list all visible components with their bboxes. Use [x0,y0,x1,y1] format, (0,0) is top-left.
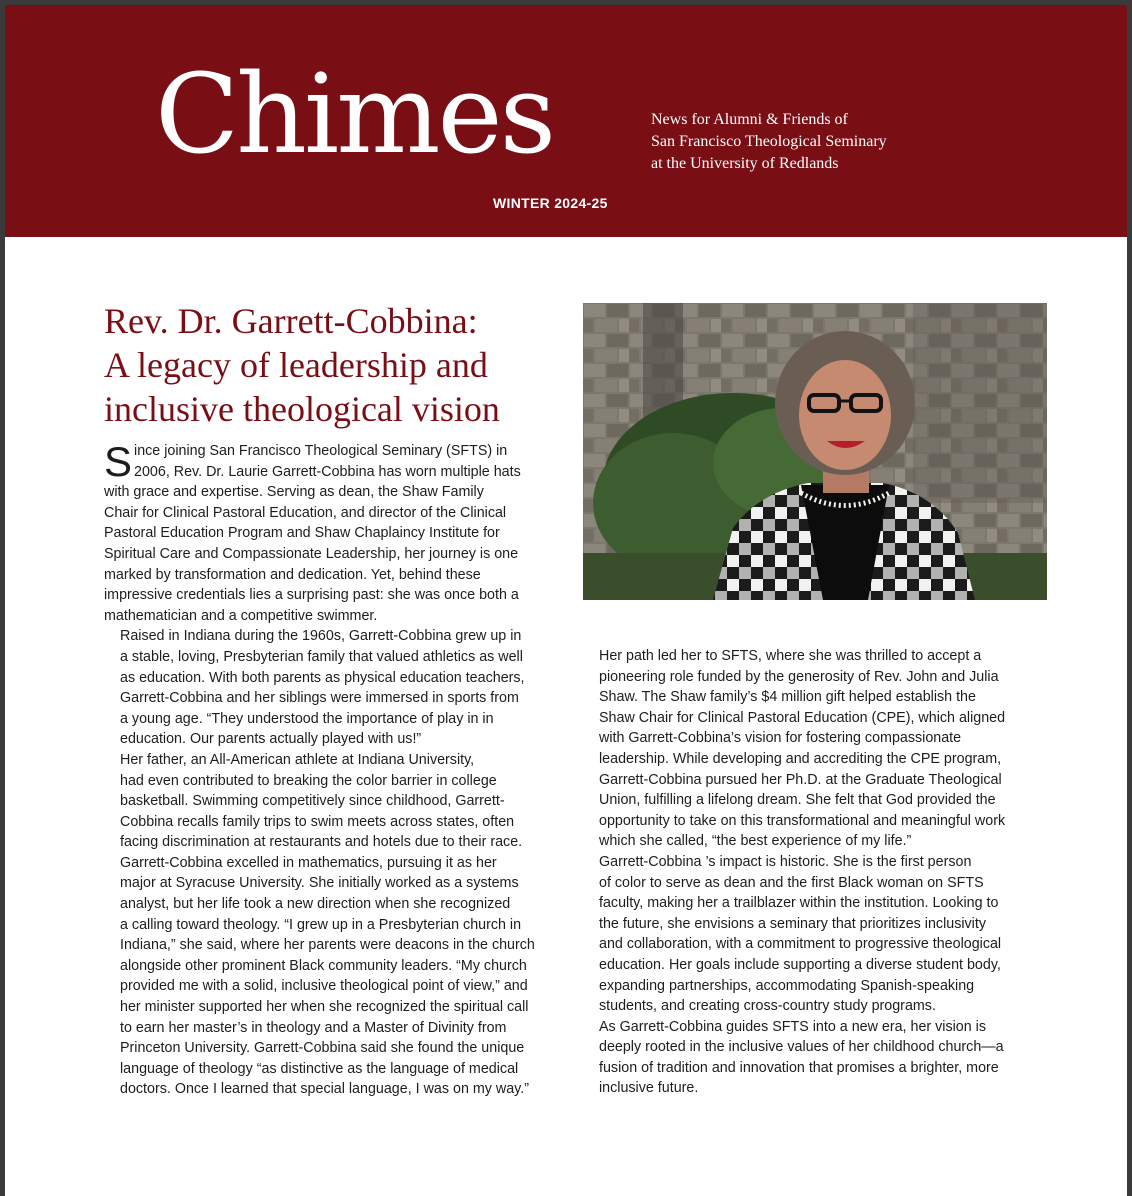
text-line: Spiritual Care and Compassionate Leadership, her journey is one [104,545,519,562]
text-line: Shaw. The Shaw family’s $4 million gift helped establish the [599,689,976,706]
article-paragraph [104,438,554,626]
text-line: ince joining San Francisco Theological Seminary (SFTS) in [134,443,508,459]
text-line: Garrett-Cobbina ’s impact is historic. She is the first person [599,853,972,870]
portrait-photo [583,303,1047,600]
article-paragraph [583,852,1035,1017]
text-line: Raised in Indiana during the 1960s, Garrett-Cobbina grew up in [120,628,522,645]
text-line: Union, fulfilling a lifelong dream. She felt that God provided the [599,792,996,809]
masthead [5,5,1127,237]
text-line: basketball. Swimming competitively since childhood, Garrett- [120,793,505,810]
text-line: education. Her goals include supporting a diverse student body, [599,956,1001,973]
tagline-line: at the University of Redlands [651,155,839,172]
text-line: 2006, Rev. Dr. Laurie Garrett-Cobbina has worn multiple hats [134,463,521,480]
text-line: leadership. While developing and accrediting the CPE program, [599,750,1002,767]
text-line: pioneering role funded by the generosity of Rev. John and Julia [599,668,999,685]
text-line: expanding partnerships, accommodating Spanish-speaking [599,977,975,994]
newsletter-page [5,5,1127,1196]
text-line: to earn her master’s in theology and a Master of Divinity from [120,1019,507,1036]
text-line: major at Syracuse University. She initially worked as a systems [120,875,519,892]
text-line: faculty, making her a trailblazer within the institution. Looking to [599,895,999,912]
text-line: as education. With both parents as physical education teachers, [120,669,525,686]
text-line: with Garrett-Cobbina’s vision for fostering compassionate [599,730,962,747]
text-line: fusion of tradition and innovation that promises a brighter, more [599,1059,999,1076]
text-line: Chair for Clinical Pastoral Education, and director of the Clinical [104,504,507,521]
text-line: of color to serve as dean and the first Black woman on SFTS [599,874,984,891]
text-line: a calling toward theology. “I grew up in a Presbyterian church in [120,916,522,933]
masthead-logo: Chimes [155,50,554,178]
text-line: Garrett-Cobbina and her siblings were immersed in sports from [120,690,519,707]
text-line: Her path led her to SFTS, where she was thrilled to accept a [599,648,982,664]
article-paragraph [583,646,1035,852]
article-column-right [583,646,1035,1099]
tagline-line: San Francisco Theological Seminary [651,133,887,150]
headline-line: Rev. Dr. Garrett-Cobbina: [104,301,478,341]
issue-label: WINTER 2024-25 [493,195,608,211]
text-line: which she called, “the best experience of my life.” [599,833,912,850]
text-line: the future, she envisions a seminary that prioritizes inclusivity [599,915,986,932]
text-line: had even contributed to breaking the color barrier in college [120,772,497,789]
text-line: provided me with a solid, inclusive theological point of view,” and [120,978,528,995]
text-line: Cobbina recalls family trips to swim meets across states, often [120,813,515,830]
text-line: As Garrett-Cobbina guides SFTS into a new era, her vision is [599,1018,986,1035]
text-line: Indiana,” she said, where her parents were deacons in the church [120,937,535,954]
article-paragraph [583,1017,1035,1099]
text-line: deeply rooted in the inclusive values of her childhood church—a [599,1039,1004,1056]
text-line: Pastoral Education Program and Shaw Chaplaincy Institute for [104,525,500,542]
text-line: Garrett-Cobbina pursued her Ph.D. at the Graduate Theological [599,771,1002,788]
article-paragraph [104,750,554,853]
article-paragraph [104,626,554,750]
masthead-tagline [651,109,951,175]
tagline-line: News for Alumni & Friends of [651,111,848,128]
text-line: her minister supported her when she recognized the spiritual call [120,999,529,1016]
article-headline [104,299,564,431]
text-line: marked by transformation and dedication. Yet, behind these [104,566,481,583]
text-line: Her father, an All-American athlete at Indiana University, [120,751,475,768]
text-line: analyst, but her life took a new direction when she recognized [120,896,511,913]
text-line: Princeton University. Garrett-Cobbina said she found the unique [120,1040,525,1057]
text-line: facing discrimination at restaurants and hotels due to their race. [120,834,523,851]
text-line: a stable, loving, Presbyterian family that valued athletics as well [120,648,523,665]
text-line: a young age. “They understood the importance of play in in [120,710,494,727]
text-line: with grace and expertise. Serving as dean, the Shaw Family [104,484,484,501]
text-line: language of theology “as distinctive as the language of medical [120,1060,519,1077]
text-line: alongside other prominent Black community leaders. “My church [120,957,527,974]
drop-cap: S [104,438,133,485]
text-line: education. Our parents actually played with us!” [120,731,422,748]
text-line: opportunity to take on this transformational and meaningful work [599,812,1006,829]
text-line: Garrett-Cobbina excelled in mathematics, pursuing it as her [120,854,497,871]
text-line: and collaboration, with a commitment to progressive theological [599,936,1002,953]
text-line: students, and creating cross-country study programs. [599,998,936,1015]
article-column-left [104,438,554,1100]
portrait-illustration [583,303,1047,600]
text-line: doctors. Once I learned that special language, I was on my way.” [120,1081,529,1098]
text-line: mathematician and a competitive swimmer. [104,607,378,624]
article-paragraph [104,853,554,1100]
text-line: inclusive future. [599,1080,699,1097]
text-line: impressive credentials lies a surprising past: she was once both a [104,587,519,604]
headline-line: A legacy of leadership and [104,345,488,385]
headline-line: inclusive theological vision [104,389,500,429]
text-line: Shaw Chair for Clinical Pastoral Education (CPE), which aligned [599,709,1006,726]
